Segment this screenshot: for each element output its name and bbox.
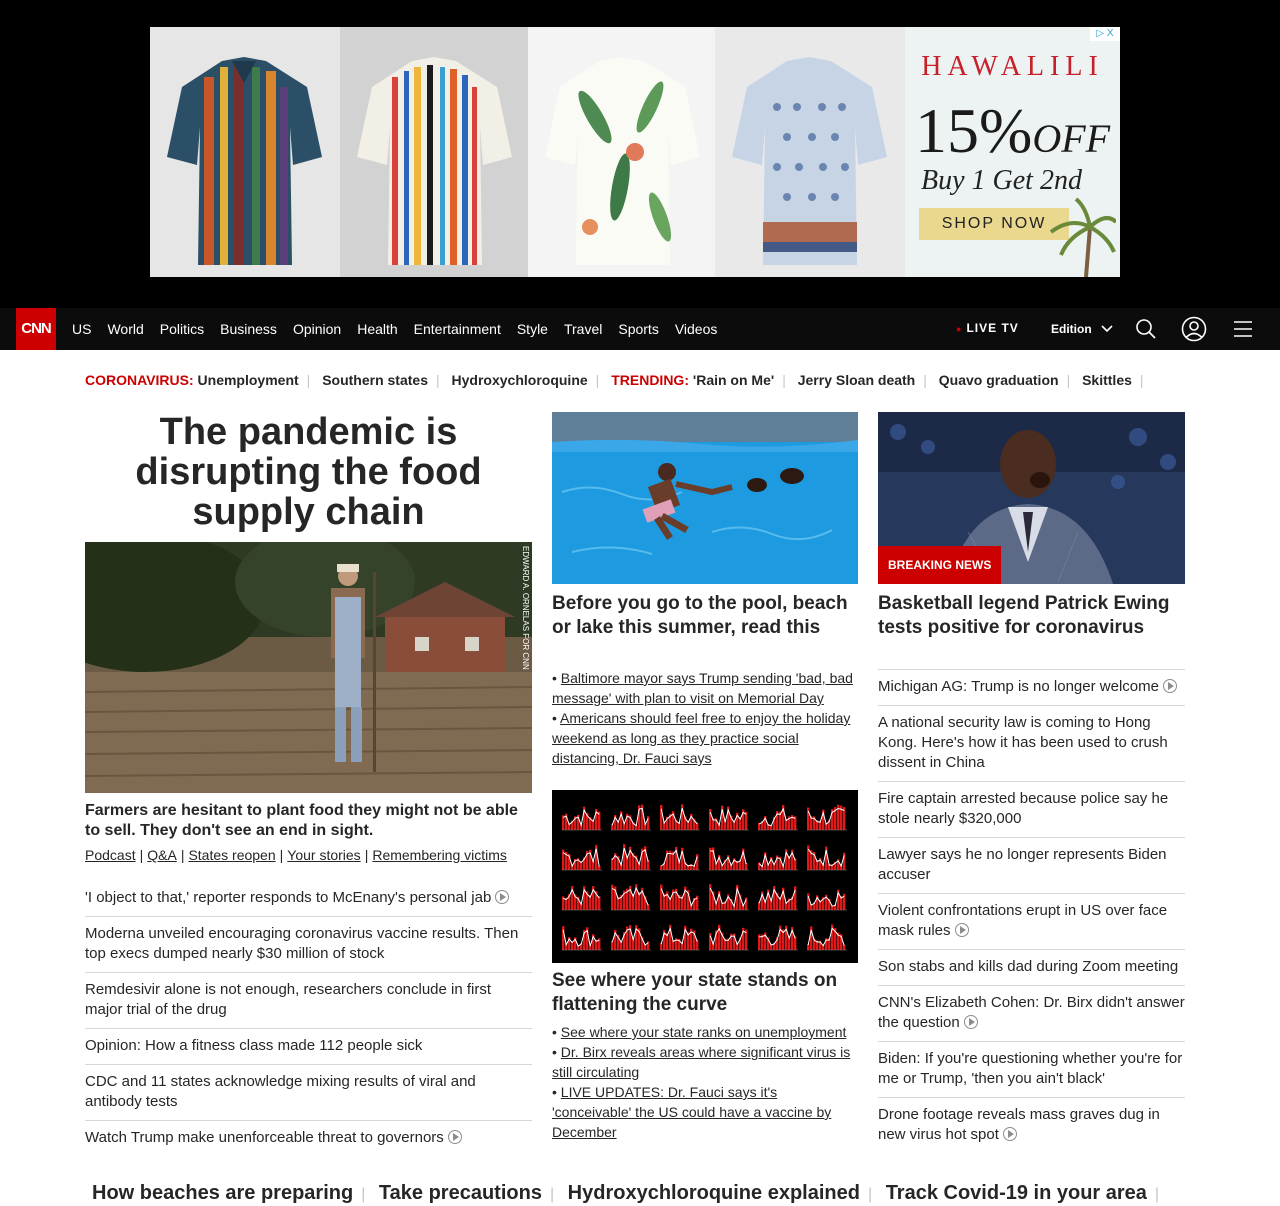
mini-chart (758, 886, 798, 910)
trending-label: TRENDING: (611, 372, 689, 388)
headline-text: CNN's Elizabeth Cohen: Dr. Birx didn't answer the question (878, 994, 1185, 1031)
ad-brand: HAWALILI (921, 51, 1104, 82)
mini-chart-bar (758, 862, 760, 870)
separator: | (180, 847, 185, 863)
mini-chart-bar (647, 816, 649, 830)
edition-label: Edition (1051, 322, 1092, 336)
trend-link-skittles[interactable]: Skittles (1082, 372, 1132, 388)
mini-chart-bar (807, 893, 809, 910)
mini-chart (660, 885, 700, 910)
bullet-item: • LIVE UPDATES: Dr. Fauci says it's 'conceivable' the US could have a vaccine by December (552, 1084, 832, 1140)
search-icon[interactable] (1135, 318, 1157, 340)
shop-now-button[interactable]: SHOP NOW (919, 208, 1069, 240)
list-item[interactable] (878, 1097, 1185, 1153)
trending-bar (85, 372, 1152, 388)
breaking-news-badge: BREAKING NEWS (878, 546, 1001, 584)
mini-chart (660, 804, 700, 830)
nav-link-travel[interactable]: Travel (563, 321, 603, 337)
link-podcast[interactable]: Podcast (85, 847, 136, 863)
separator: | (1139, 372, 1144, 388)
mini-chart (758, 805, 798, 830)
headline-text: 'I object to that,' reporter responds to McEnany's personal jab (85, 889, 492, 906)
bottom-topic-links (92, 1182, 1167, 1205)
ad-offer-big: 15% (915, 95, 1033, 166)
mini-chart-bar (709, 809, 711, 830)
advertisement[interactable] (150, 27, 1120, 277)
mini-chart (562, 926, 602, 950)
mini-chart-bar (611, 858, 613, 870)
nav-link-health[interactable]: Health (357, 321, 398, 337)
separator: | (549, 1186, 555, 1203)
video-play-icon (1163, 679, 1177, 693)
coronavirus-label: CORONAVIRUS: (85, 372, 194, 388)
mini-chart-bar (794, 886, 796, 910)
mini-chart-bar (647, 904, 649, 910)
mini-chart (807, 805, 847, 830)
topic-link-track-covid[interactable]: Track Covid-19 in your area (885, 1182, 1147, 1204)
headline-text: Biden: If you're questioning whether you're for me or Trump, 'then you ain't black' (878, 1050, 1183, 1087)
separator: | (436, 372, 440, 388)
list-item[interactable] (878, 705, 1185, 781)
account-icon[interactable] (1181, 316, 1207, 342)
separator: | (306, 372, 311, 388)
nav-link-world[interactable]: World (107, 321, 144, 337)
ad-offer-panel[interactable] (905, 27, 1120, 277)
trend-link-southern-states[interactable]: Southern states (322, 372, 428, 388)
headline-text: Son stabs and kills dad during Zoom meeting (878, 958, 1179, 975)
separator: | (923, 372, 927, 388)
trend-link-quavo[interactable]: Quavo graduation (938, 372, 1059, 388)
headline-text: Watch Trump make unenforceable threat to governors (85, 1129, 444, 1146)
headline-text: Michigan AG: Trump is no longer welcome (878, 678, 1159, 695)
separator: | (867, 1186, 873, 1203)
banner-headline[interactable]: The pandemic is disrupting the food supply chain (135, 411, 482, 533)
photo-credit: EDWARD A. ORNELAS FOR CNN (521, 546, 530, 670)
video-play-icon (448, 1130, 462, 1144)
link-qa[interactable]: Q&A (147, 847, 177, 863)
bullet-item: • Baltimore mayor says Trump sending 'bad, bad message' with plan to visit on Memorial Day (552, 670, 853, 706)
list-item[interactable] (85, 1064, 532, 1120)
link-fauci-holiday[interactable]: Americans should feel free to enjoy the holiday weekend as long as they practice social distancing, Dr. Fauci says (552, 710, 851, 766)
hamburger-menu-icon[interactable] (1232, 318, 1254, 340)
pool-headline[interactable]: Before you go to the pool, beach or lake this summer, read this (552, 593, 848, 638)
nav-link-sports[interactable]: Sports (618, 321, 659, 337)
list-item[interactable] (85, 881, 532, 916)
mini-chart (758, 849, 798, 870)
separator: | (595, 372, 600, 388)
left-headline-list (85, 881, 532, 1156)
mini-chart-bar (598, 896, 600, 910)
separator: | (1154, 1186, 1160, 1203)
curve-chart-grid-image[interactable] (552, 790, 858, 963)
column-left (85, 411, 532, 1146)
headline-text: Lawyer says he no longer represents Biden accuser (878, 846, 1167, 883)
list-item[interactable] (878, 670, 1185, 705)
ad-shirt-image-4[interactable] (715, 27, 905, 277)
mini-charts-graphic (552, 790, 858, 963)
curve-related-links (552, 1022, 858, 1142)
list-item[interactable] (85, 916, 532, 972)
mini-chart (807, 890, 847, 910)
main-navigation (0, 308, 1280, 350)
link-live-updates-fauci[interactable]: LIVE UPDATES: Dr. Fauci says it's 'conceivable' the US could have a vaccine by December (552, 1084, 832, 1140)
edition-dropdown[interactable] (1051, 322, 1113, 336)
right-headline-list (878, 669, 1185, 1153)
list-item[interactable] (878, 1041, 1185, 1097)
bullet-item: • Americans should feel free to enjoy the holiday weekend as long as they practice social distancing, Dr. Fauci says (552, 710, 851, 766)
link-states-reopen[interactable]: States reopen (188, 847, 276, 863)
headline-text: A national security law is coming to Hong Kong. Here's how it has been used to crush dissent in China (878, 714, 1168, 771)
list-item[interactable] (85, 1120, 532, 1156)
separator: | (361, 1186, 366, 1203)
ad-shirt-image-2[interactable] (340, 27, 528, 277)
headline-text: Fire captain arrested because police say he stole nearly $320,000 (878, 790, 1169, 827)
mini-chart (709, 884, 749, 910)
hero-related-links (85, 847, 507, 863)
separator: | (364, 847, 369, 863)
trend-link-jerry-sloan[interactable]: Jerry Sloan death (797, 372, 916, 388)
mini-chart (709, 806, 749, 830)
link-remembering-victims[interactable]: Remembering victims (372, 847, 507, 863)
mini-chart (611, 844, 651, 870)
link-birx-areas[interactable]: Dr. Birx reveals areas where significant virus is still circulating (552, 1044, 851, 1080)
cnn-logo[interactable]: CNN (16, 308, 56, 350)
mini-chart (611, 884, 651, 910)
nav-links (72, 308, 733, 350)
mini-chart (562, 845, 602, 870)
mini-chart-bar (660, 885, 662, 910)
video-play-icon (964, 1015, 978, 1029)
mini-chart-bar (696, 823, 698, 830)
headline-text: Violent confrontations erupt in US over face mask rules (878, 902, 1168, 939)
pool-image[interactable] (552, 412, 858, 584)
mini-chart-bar (696, 854, 698, 870)
chevron-down-icon (1101, 325, 1113, 333)
mini-chart (709, 925, 749, 950)
mini-chart (562, 807, 602, 830)
hero-headline[interactable]: Farmers are hesitant to plant food they might not be able to sell. They don't see an end in sight. (85, 802, 518, 839)
link-state-unemployment[interactable]: See where your state ranks on unemployment (560, 1024, 847, 1040)
trend-link-rain-on-me[interactable]: 'Rain on Me' (692, 372, 775, 388)
video-play-icon (495, 890, 509, 904)
separator: | (279, 847, 284, 863)
nav-link-business[interactable]: Business (220, 321, 277, 337)
nav-link-style[interactable]: Style (516, 321, 548, 337)
separator: | (139, 847, 144, 863)
nav-link-entertainment[interactable]: Entertainment (413, 321, 501, 337)
nav-link-videos[interactable]: Videos (674, 321, 718, 337)
live-tv-label: LIVE TV (966, 321, 1019, 335)
mini-chart (807, 924, 847, 950)
mini-chart (709, 847, 749, 870)
live-dot-icon: ● (956, 324, 963, 334)
headline-text: Moderna unveiled encouraging coronavirus vaccine results. Then top execs dumped nearly $30 million of stock (85, 925, 519, 962)
list-item[interactable] (878, 837, 1185, 893)
bullet-item: • See where your state ranks on unemployment (552, 1024, 847, 1040)
headline-text: Opinion: How a fitness class made 112 people sick (85, 1037, 423, 1054)
list-item[interactable] (878, 985, 1185, 1041)
topic-link-beaches[interactable]: How beaches are preparing (92, 1182, 354, 1204)
mini-chart (611, 925, 651, 950)
separator: | (1066, 372, 1071, 388)
nav-link-politics[interactable]: Politics (159, 321, 205, 337)
mini-chart-bar (745, 897, 747, 910)
bullet-item: • Dr. Birx reveals areas where significant virus is still circulating (552, 1044, 851, 1080)
nav-link-opinion[interactable]: Opinion (292, 321, 342, 337)
hero-image-farmer[interactable] (85, 542, 532, 793)
list-item[interactable] (878, 893, 1185, 949)
ad-band (0, 0, 1280, 308)
headline-text: Drone footage reveals mass graves dug in new virus hot spot (878, 1106, 1160, 1143)
mini-chart (758, 926, 798, 950)
mini-chart-bar (807, 944, 809, 950)
trend-link-hydroxychloroquine[interactable]: Hydroxychloroquine (451, 372, 588, 388)
ad-shirt-image-3[interactable] (528, 27, 715, 277)
ewing-headline[interactable]: Basketball legend Patrick Ewing tests positive for coronavirus (878, 593, 1170, 638)
palm-icon (1046, 197, 1116, 277)
list-item[interactable] (878, 781, 1185, 837)
video-play-icon (955, 923, 969, 937)
ad-offer (915, 95, 1111, 166)
link-your-stories[interactable]: Your stories (287, 847, 361, 863)
nav-link-us[interactable]: US (72, 321, 92, 337)
headline-text: Remdesivir alone is not enough, researchers conclude in first major trial of the drug (85, 981, 492, 1018)
topic-link-precautions[interactable]: Take precautions (378, 1182, 542, 1204)
mini-chart (660, 925, 700, 950)
mini-chart (562, 886, 602, 910)
ad-subline: Buy 1 Get 2nd (921, 165, 1082, 196)
ad-shirt-image-1[interactable] (150, 27, 340, 277)
live-tv-link[interactable] (956, 321, 1019, 335)
separator: | (782, 372, 786, 388)
ad-offer-small: OFF (1032, 116, 1111, 161)
list-item[interactable] (878, 949, 1185, 985)
mini-chart (611, 805, 651, 830)
link-baltimore-mayor[interactable]: Baltimore mayor says Trump sending 'bad, bad message' with plan to visit on Memorial Day (552, 670, 853, 706)
list-item[interactable] (85, 1028, 532, 1064)
list-item[interactable] (85, 972, 532, 1028)
headline-text: CDC and 11 states acknowledge mixing results of viral and antibody tests (85, 1073, 476, 1110)
trend-link-unemployment[interactable]: Unemployment (197, 372, 299, 388)
video-play-icon (1003, 1127, 1017, 1141)
mini-chart-bar (647, 941, 649, 950)
ewing-image[interactable] (878, 412, 1185, 584)
mini-chart (807, 846, 847, 870)
mini-chart-bar (709, 933, 711, 950)
curve-headline[interactable]: See where your state stands on flattening the curve (552, 970, 838, 1015)
adchoices-icon[interactable]: ▷ X (1090, 27, 1120, 41)
pool-related-links (552, 668, 858, 768)
topic-link-hydroxychloroquine[interactable]: Hydroxychloroquine explained (567, 1182, 860, 1204)
mini-chart (660, 847, 700, 870)
